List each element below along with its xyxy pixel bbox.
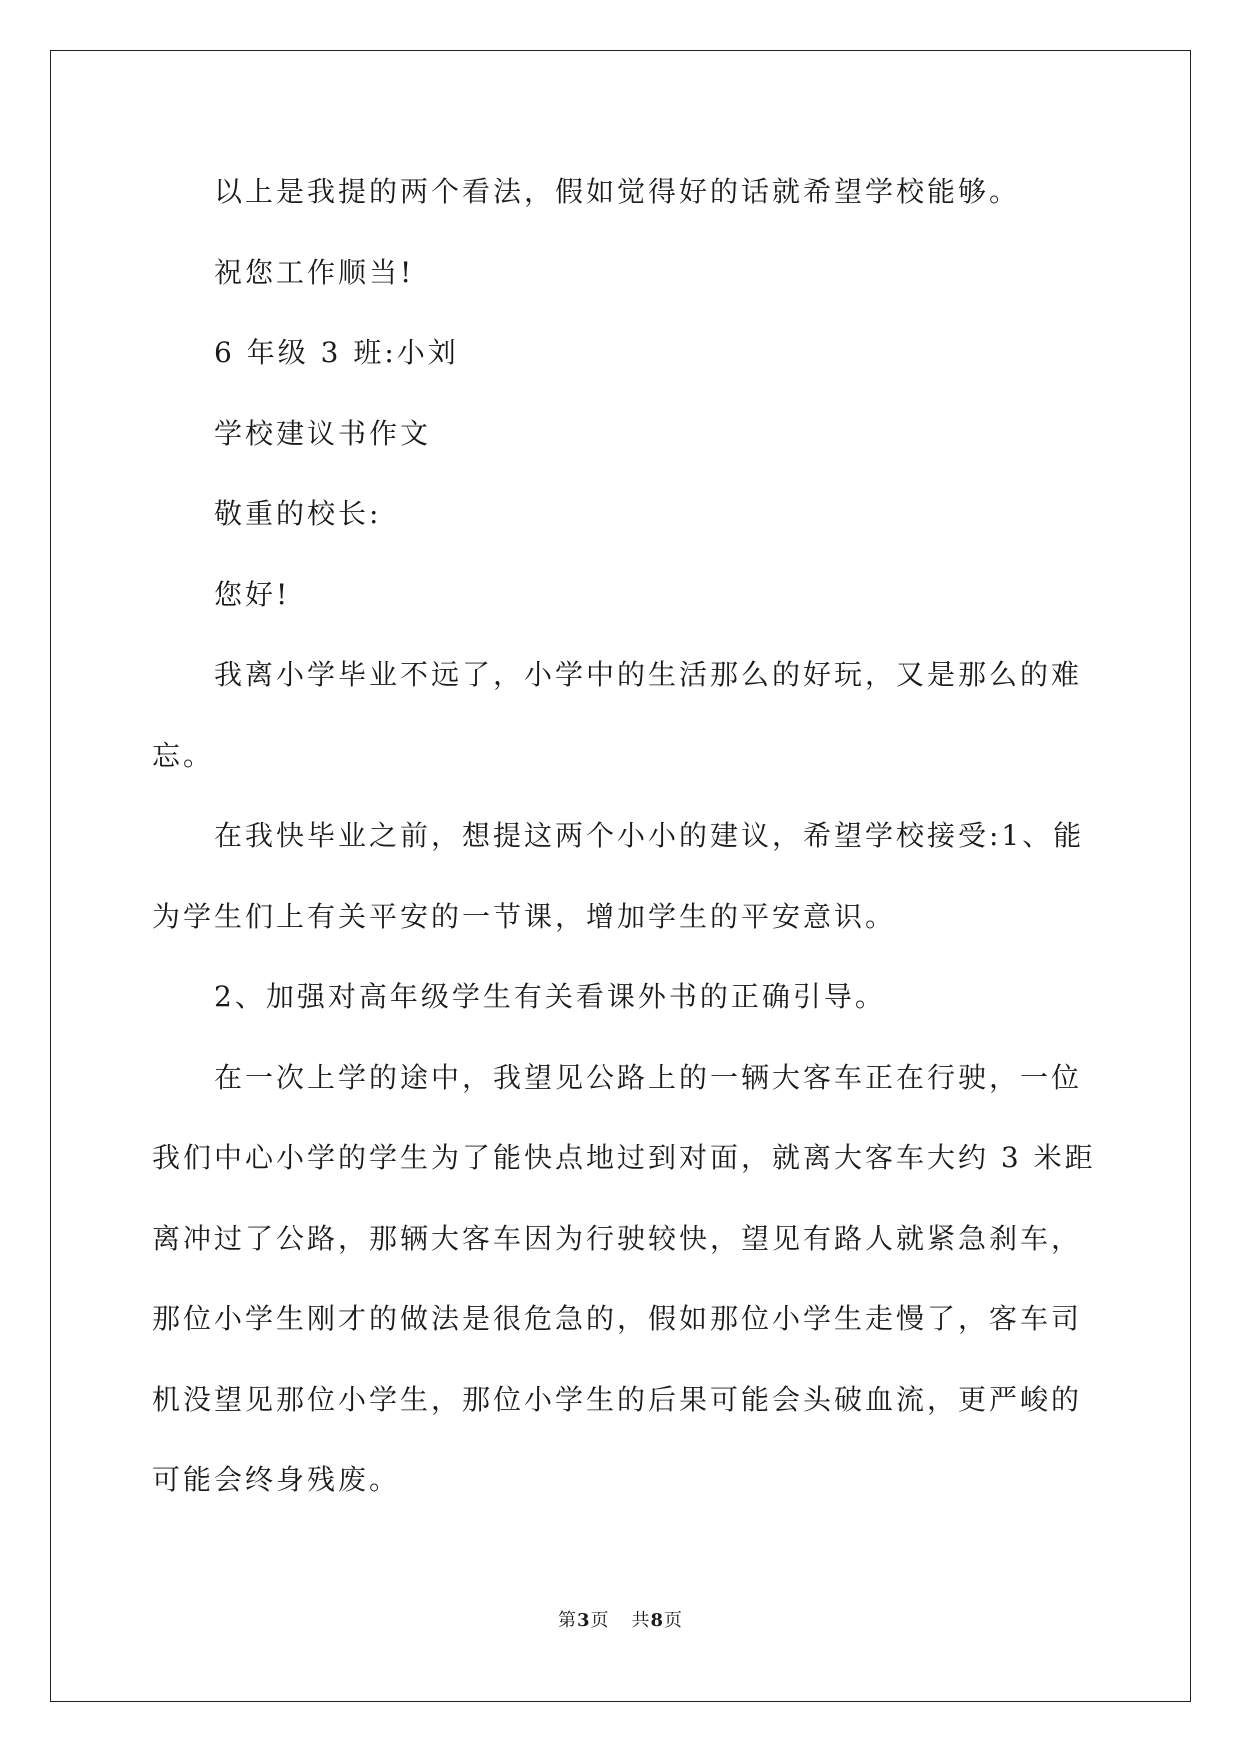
- paragraph-line: 学校建议书作文: [214, 416, 432, 450]
- paragraph-line: 以上是我提的两个看法，假如觉得好的话就希望学校能够。: [214, 175, 1021, 208]
- page-prefix: 第: [557, 1610, 577, 1631]
- paragraph-line: 在我快毕业之前，想提这两个小小的建议，希望学校接受:1、能: [214, 819, 1085, 852]
- paragraph-line: 机没望见那位小学生，那位小学生的后果可能会头破血流，更严峻的: [152, 1382, 1083, 1416]
- paragraph-line: 在一次上学的途中，我望见公路上的一辆大客车正在行驶，一位: [214, 1060, 1083, 1094]
- paragraph-line: 我离小学毕业不远了，小学中的生活那么的好玩，又是那么的难: [214, 658, 1083, 691]
- paragraph-line: 敬重的校长:: [214, 497, 382, 530]
- current-page-number: 3: [576, 1610, 591, 1631]
- paragraph-line: 那位小学生刚才的做法是很危急的，假如那位小学生走慢了，客车司: [152, 1302, 1083, 1335]
- paragraph-line: 离冲过了公路，那辆大客车因为行驶较快，望见有路人就紧急刹车，: [152, 1221, 1083, 1255]
- document-body: [152, 162, 1096, 1531]
- paragraph-line: 我们中心小学的学生为了能快点地过到对面，就离大客车大约 3 米距: [152, 1141, 1096, 1174]
- paragraph-line: 6 年级 3 班:小刘: [214, 336, 459, 369]
- page-footer: [0, 1606, 1241, 1632]
- paragraph-line: 您好!: [214, 577, 291, 611]
- page-suffix: 页: [590, 1610, 610, 1631]
- paragraph-line: 可能会终身残废。: [152, 1463, 401, 1496]
- total-page-count: 8: [650, 1610, 665, 1631]
- paragraph-line: 忘。: [152, 738, 215, 772]
- paragraph-line: 祝您工作顺当!: [214, 255, 415, 289]
- total-suffix: 页: [664, 1610, 684, 1631]
- total-prefix: 共: [631, 1610, 651, 1631]
- paragraph-line: 2、加强对高年级学生有关看课外书的正确引导。: [214, 980, 886, 1013]
- paragraph-line: 为学生们上有关平安的一节课，增加学生的平安意识。: [152, 899, 897, 933]
